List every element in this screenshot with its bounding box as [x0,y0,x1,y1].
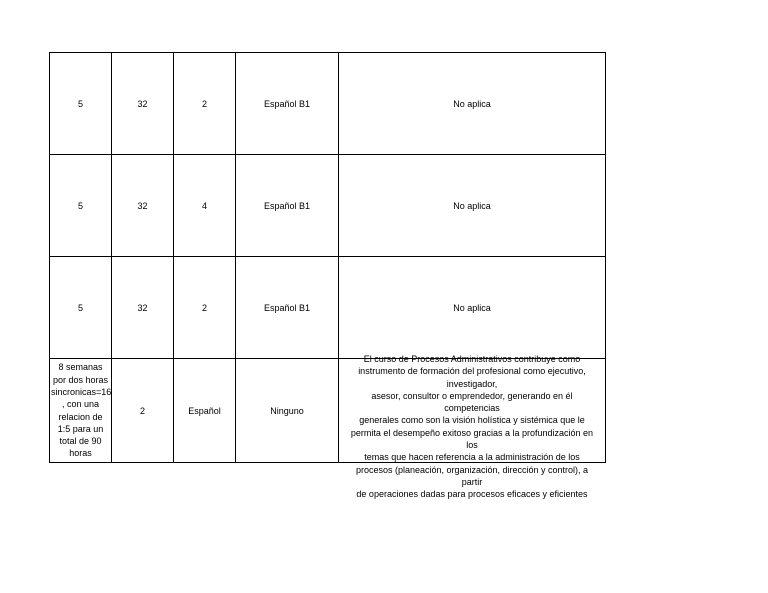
table-cell: Español [174,359,236,463]
table-cell: 32 [112,257,174,359]
table-cell: Español B1 [236,53,339,155]
table-cell: 4 [174,155,236,257]
hours-description: 8 semanas por dos horas sincronicas=16 , con una relacion de 1:5 para un total de 90 horas [51,362,112,459]
table-cell: 5 [50,53,112,155]
table-cell: No aplica [339,257,606,359]
table-cell: No aplica [339,155,606,257]
table-cell: 2 [174,53,236,155]
course-description-clip [339,354,605,500]
table-cell [50,359,112,463]
table-cell [339,354,606,500]
table-cell: 2 [112,359,174,463]
table-cell: Ninguno [236,359,339,463]
table-cell: Español B1 [236,155,339,257]
table-cell: 32 [112,155,174,257]
table-row [50,257,606,359]
table-cell: 2 [174,257,236,359]
table-cell: No aplica [339,53,606,155]
table-row [50,359,606,463]
table-cell: 5 [50,155,112,257]
table-cell: Español B1 [236,257,339,359]
table-row [50,53,606,155]
course-table [49,52,606,500]
table-row [50,155,606,257]
table-cell: 32 [112,53,174,155]
table-cell: 5 [50,257,112,359]
course-description: El curso de Procesos Administrativos contribuye como instrumento de formación del profesional como ejecutivo, investigador, asesor, consultor o emprendedor, generando en él competencias generales como son la visión holística y sistémica que le permita el desempeño exitoso gracias a la profundización en los temas que hacen referencia a la administración de los procesos (planeación, organización, dirección y control), a partir de operaciones dadas para procesos eficaces y eficientes [350,354,594,500]
